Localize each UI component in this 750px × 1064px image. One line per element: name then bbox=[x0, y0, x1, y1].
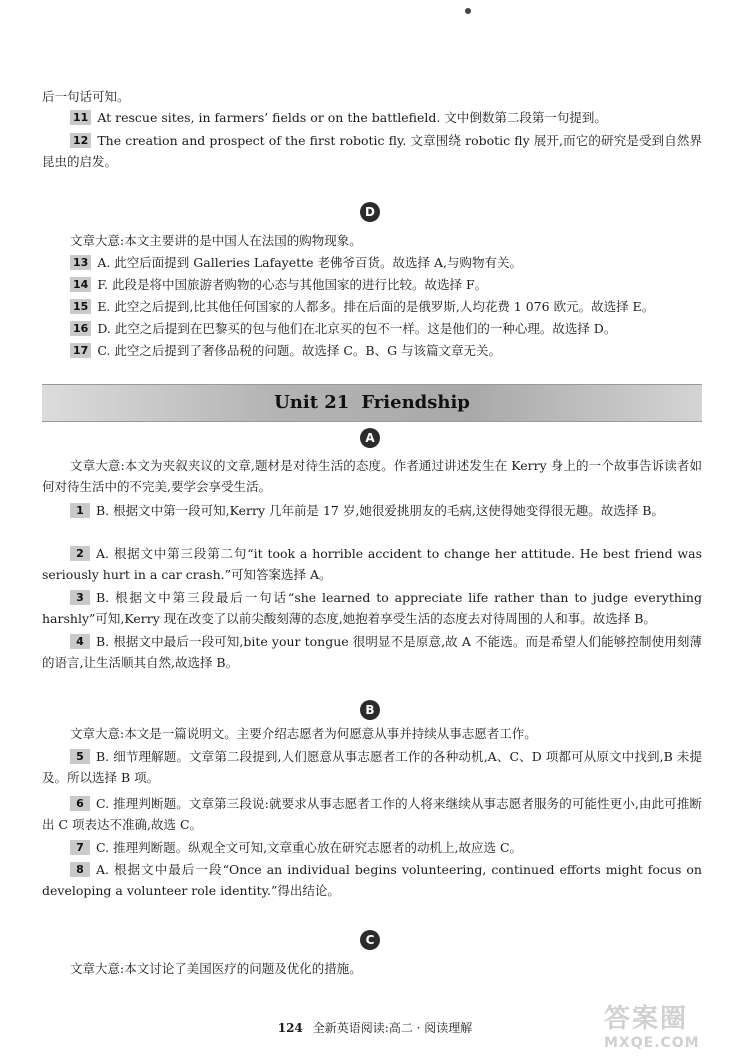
answer-item-3 bbox=[42, 587, 702, 629]
question-number-badge: 12 bbox=[70, 133, 91, 148]
answer-text: D. 此空之后提到在巴黎买的包与他们在北京买的包不一样。这是他们的一种心理。故选择 D。 bbox=[97, 321, 617, 336]
section-a-marker: A bbox=[360, 428, 380, 448]
answer-item-1 bbox=[42, 500, 702, 521]
answer-10-continuation: 后一句话可知。 bbox=[42, 89, 130, 104]
answer-text: C. 此空之后提到了奢侈品税的问题。故选择 C。B、G 与该篇文章无关。 bbox=[97, 343, 502, 358]
answer-item-7 bbox=[42, 837, 702, 858]
unit-number: Unit 21 bbox=[274, 392, 350, 413]
section-c-marker: C bbox=[360, 930, 380, 950]
answer-text: The creation and prospect of the first robotic fly. 文章围绕 robotic fly 展开,而它的研究是受到自然界昆虫的启发。 bbox=[42, 133, 702, 169]
section-c-summary: 文章大意:本文讨论了美国医疗的问题及优化的措施。 bbox=[70, 961, 362, 976]
answer-text: B. 根据文中第一段可知,Kerry 几年前是 17 岁,她很爱挑朋友的毛病,这使得她变得很无趣。故选择 B。 bbox=[96, 503, 664, 518]
unit-name: Friendship bbox=[361, 392, 470, 413]
answer-item-13 bbox=[42, 252, 702, 273]
question-number-badge: 14 bbox=[70, 277, 91, 292]
section-a-summary: 文章大意:本文为夹叙夹议的文章,题材是对待生活的态度。作者通过讲述发生在 Kerry 身上的一个故事告诉读者如何对待生活中的不完美,要学会享受生活。 bbox=[42, 458, 702, 494]
answer-text: C. 推理判断题。纵观全文可知,文章重心放在研究志愿者的动机上,故应选 C。 bbox=[96, 840, 523, 855]
answer-item-11 bbox=[42, 107, 702, 128]
scan-dot bbox=[465, 8, 471, 14]
site-watermark bbox=[604, 1004, 748, 1060]
question-number-badge: 2 bbox=[70, 546, 90, 561]
section-b-marker: B bbox=[360, 700, 380, 720]
answer-text: A. 此空后面提到 Galleries Lafayette 老佛爷百货。故选择 A,与购物有关。 bbox=[97, 255, 523, 270]
question-number-badge: 11 bbox=[70, 110, 91, 125]
answer-item-15 bbox=[42, 296, 702, 317]
book-title: 全新英语阅读:高二 · 阅读理解 bbox=[312, 1021, 473, 1035]
question-number-badge: 15 bbox=[70, 299, 91, 314]
answer-text: F. 此段是将中国旅游者购物的心态与其他国家的进行比较。故选择 F。 bbox=[97, 277, 488, 292]
question-number-badge: 16 bbox=[70, 321, 91, 336]
question-number-badge: 13 bbox=[70, 255, 91, 270]
answer-text: C. 推理判断题。文章第三段说:就要求从事志愿者工作的人将来继续从事志愿者服务的可能性更小,由此可推断出 C 项表达不准确,故选 C。 bbox=[42, 796, 702, 832]
answer-text: E. 此空之后提到,比其他任何国家的人都多。排在后面的是俄罗斯,人均花费 1 076 欧元。故选择 E。 bbox=[97, 299, 655, 314]
answer-item-5 bbox=[42, 746, 702, 788]
answer-item-4 bbox=[42, 631, 702, 673]
unit-title-banner bbox=[42, 384, 702, 422]
question-number-badge: 3 bbox=[70, 590, 90, 605]
question-number-badge: 6 bbox=[70, 796, 90, 811]
question-number-badge: 17 bbox=[70, 343, 91, 358]
answer-item-6 bbox=[42, 793, 702, 835]
answer-item-17 bbox=[42, 340, 702, 361]
answer-item-12 bbox=[42, 130, 702, 172]
answer-item-8 bbox=[42, 859, 702, 901]
page-number: 124 bbox=[277, 1021, 303, 1035]
question-number-badge: 5 bbox=[70, 749, 90, 764]
question-number-badge: 7 bbox=[70, 840, 90, 855]
question-number-badge: 1 bbox=[70, 503, 90, 518]
watermark-url: MXQE.COM bbox=[604, 1035, 700, 1051]
answer-text: A. 根据文中最后一段“Once an individual begins volunteering, continued efforts might focus on developing a volunteer role identity.”得出结论。 bbox=[42, 862, 702, 898]
answer-item-16 bbox=[42, 318, 702, 339]
section-d-marker: D bbox=[360, 202, 380, 222]
question-number-badge: 8 bbox=[70, 862, 90, 877]
answer-text: B. 根据文中第三段最后一句话“she learned to appreciate life rather than to judge everything harshly”可知,Kerry 现在改变了以前尖酸刻薄的态度,她抱着享受生活的态度去对待周围的人和事。故选择 B。 bbox=[42, 590, 702, 626]
watermark-chinese: 答案圈 bbox=[604, 1004, 689, 1034]
section-b-summary: 文章大意:本文是一篇说明文。主要介绍志愿者为何愿意从事并持续从事志愿者工作。 bbox=[70, 726, 537, 741]
answer-text: B. 细节理解题。文章第二段提到,人们愿意从事志愿者工作的各种动机,A、C、D 项都可从原文中找到,B 未提及。所以选择 B 项。 bbox=[42, 749, 702, 785]
question-number-badge: 4 bbox=[70, 634, 90, 649]
answer-item-2 bbox=[42, 543, 702, 585]
answer-text: At rescue sites, in farmers’ fields or on the battlefield. 文中倒数第二段第一句提到。 bbox=[97, 110, 607, 125]
answer-item-14 bbox=[42, 274, 702, 295]
answer-text: A. 根据文中第三段第二句“it took a horrible accident to change her attitude. He best friend was seriously hurt in a car crash.”可知答案选择 A。 bbox=[42, 546, 702, 582]
answer-text: B. 根据文中最后一段可知,bite your tongue 很明显不是原意,故 A 不能选。而是希望人们能够控制使用刻薄的语言,让生活顺其自然,故选择 B。 bbox=[42, 634, 702, 670]
section-d-summary: 文章大意:本文主要讲的是中国人在法国的购物现象。 bbox=[70, 233, 362, 248]
